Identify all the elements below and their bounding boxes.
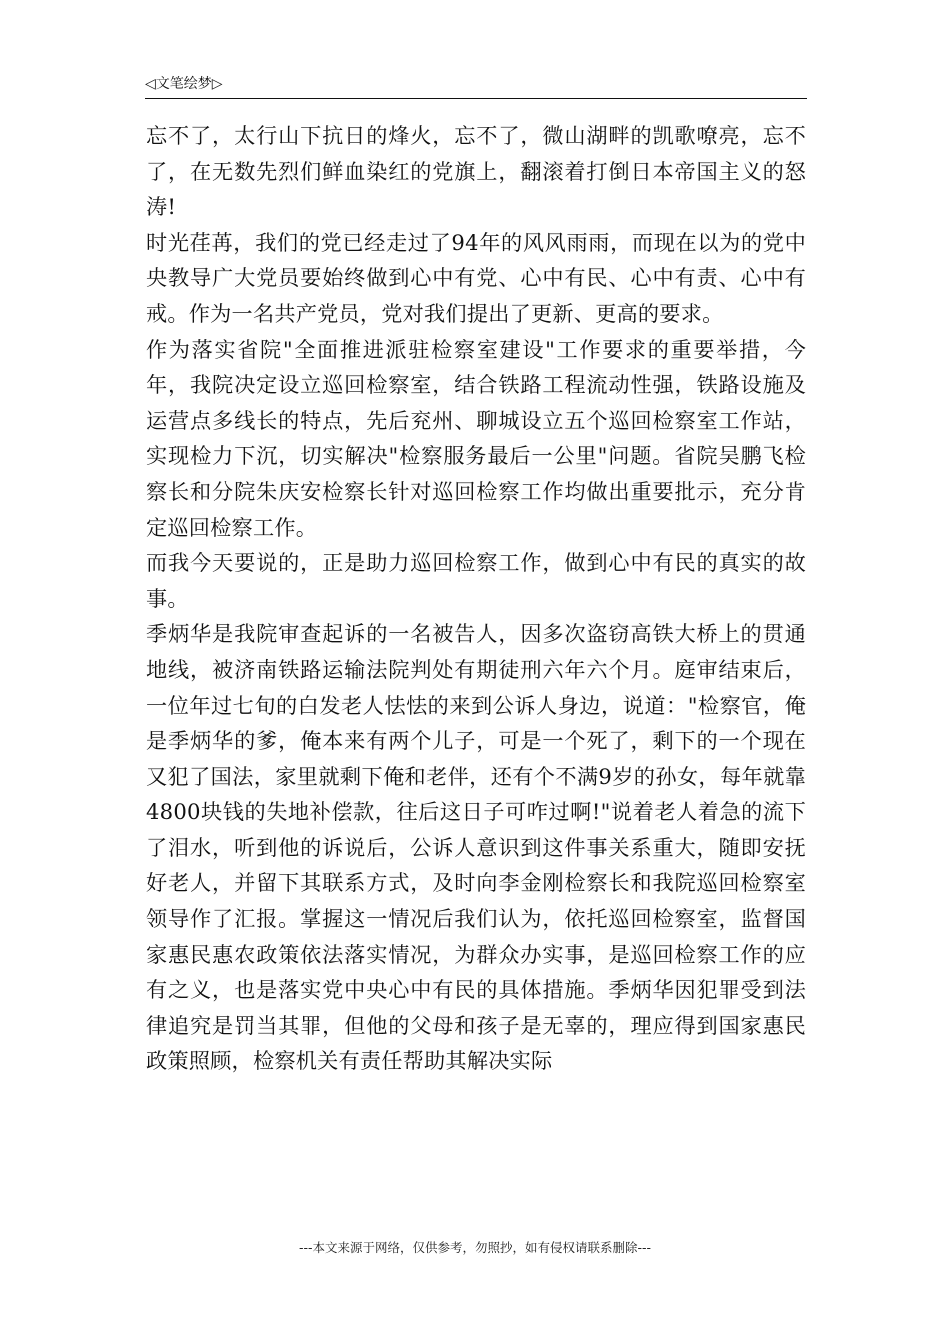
paragraph: 而我今天要说的，正是助力巡回检察工作，做到心中有民的真实的故事。 bbox=[146, 550, 806, 611]
document-body bbox=[146, 118, 806, 1079]
header-title: ◁文笔绘梦▷ bbox=[145, 76, 223, 92]
paragraph: 作为落实省院"全面推进派驻检察室建设"工作要求的重要举措，今年，我院决定设立巡回检察室，结合铁路工程流动性强，铁路设施及运营点多线长的特点，先后兖州、聊城设立五个巡回检察室工作站，实现检力下沉，切实解决"检察服务最后一公里"问题。省院吴鹏飞检察长和分院朱庆安检察长针对巡回检察工作均做出重要批示，充分肯定巡回检察工作。 bbox=[146, 336, 806, 540]
paragraph: 时光荏苒，我们的党已经走过了94年的风风雨雨，而现在以为的党中央教导广大党员要始终做到心中有党、心中有民、心中有责、心中有戒。作为一名共产党员，党对我们提出了更新、更高的要求。 bbox=[146, 229, 806, 326]
footer-disclaimer: ---本文来源于网络，仅供参考，勿照抄，如有侵权请联系删除--- bbox=[298, 1240, 652, 1255]
paragraph: 季炳华是我院审查起诉的一名被告人，因多次盗窃高铁大桥上的贯通地线，被济南铁路运输法院判处有期徒刑六年六个月。庭审结束后，一位年过七旬的白发老人怯怯的来到公诉人身边，说道："检察官，俺是季炳华的爹，俺本来有两个儿子，可是一个死了，剩下的一个现在又犯了国法，家里就剩下俺和老伴，还有个不满9岁的孙女，每年就靠4800块钱的失地补偿款，往后这日子可咋过啊!"说着老人着急的流下了泪水，听到他的诉说后，公诉人意识到这件事关系重大，随即安抚好老人，并留下其联系方式，及时向李金刚检察长和我院巡回检察室领导作了汇报。掌握这一情况后我们认为，依托巡回检察室，监督国家惠民惠农政策依法落实情况，为群众办实事，是巡回检察工作的应有之义，也是落实党中央心中有民的具体措施。季炳华因犯罪受到法律追究是罚当其罪，但他的父母和孩子是无辜的，理应得到国家惠民政策照顾，检察机关有责任帮助其解决实际 bbox=[146, 621, 806, 1074]
page-header bbox=[145, 74, 807, 99]
paragraph: 忘不了，太行山下抗日的烽火，忘不了，微山湖畔的凯歌嘹亮，忘不了，在无数先烈们鲜血染红的党旗上，翻滚着打倒日本帝国主义的怒涛! bbox=[146, 123, 806, 220]
